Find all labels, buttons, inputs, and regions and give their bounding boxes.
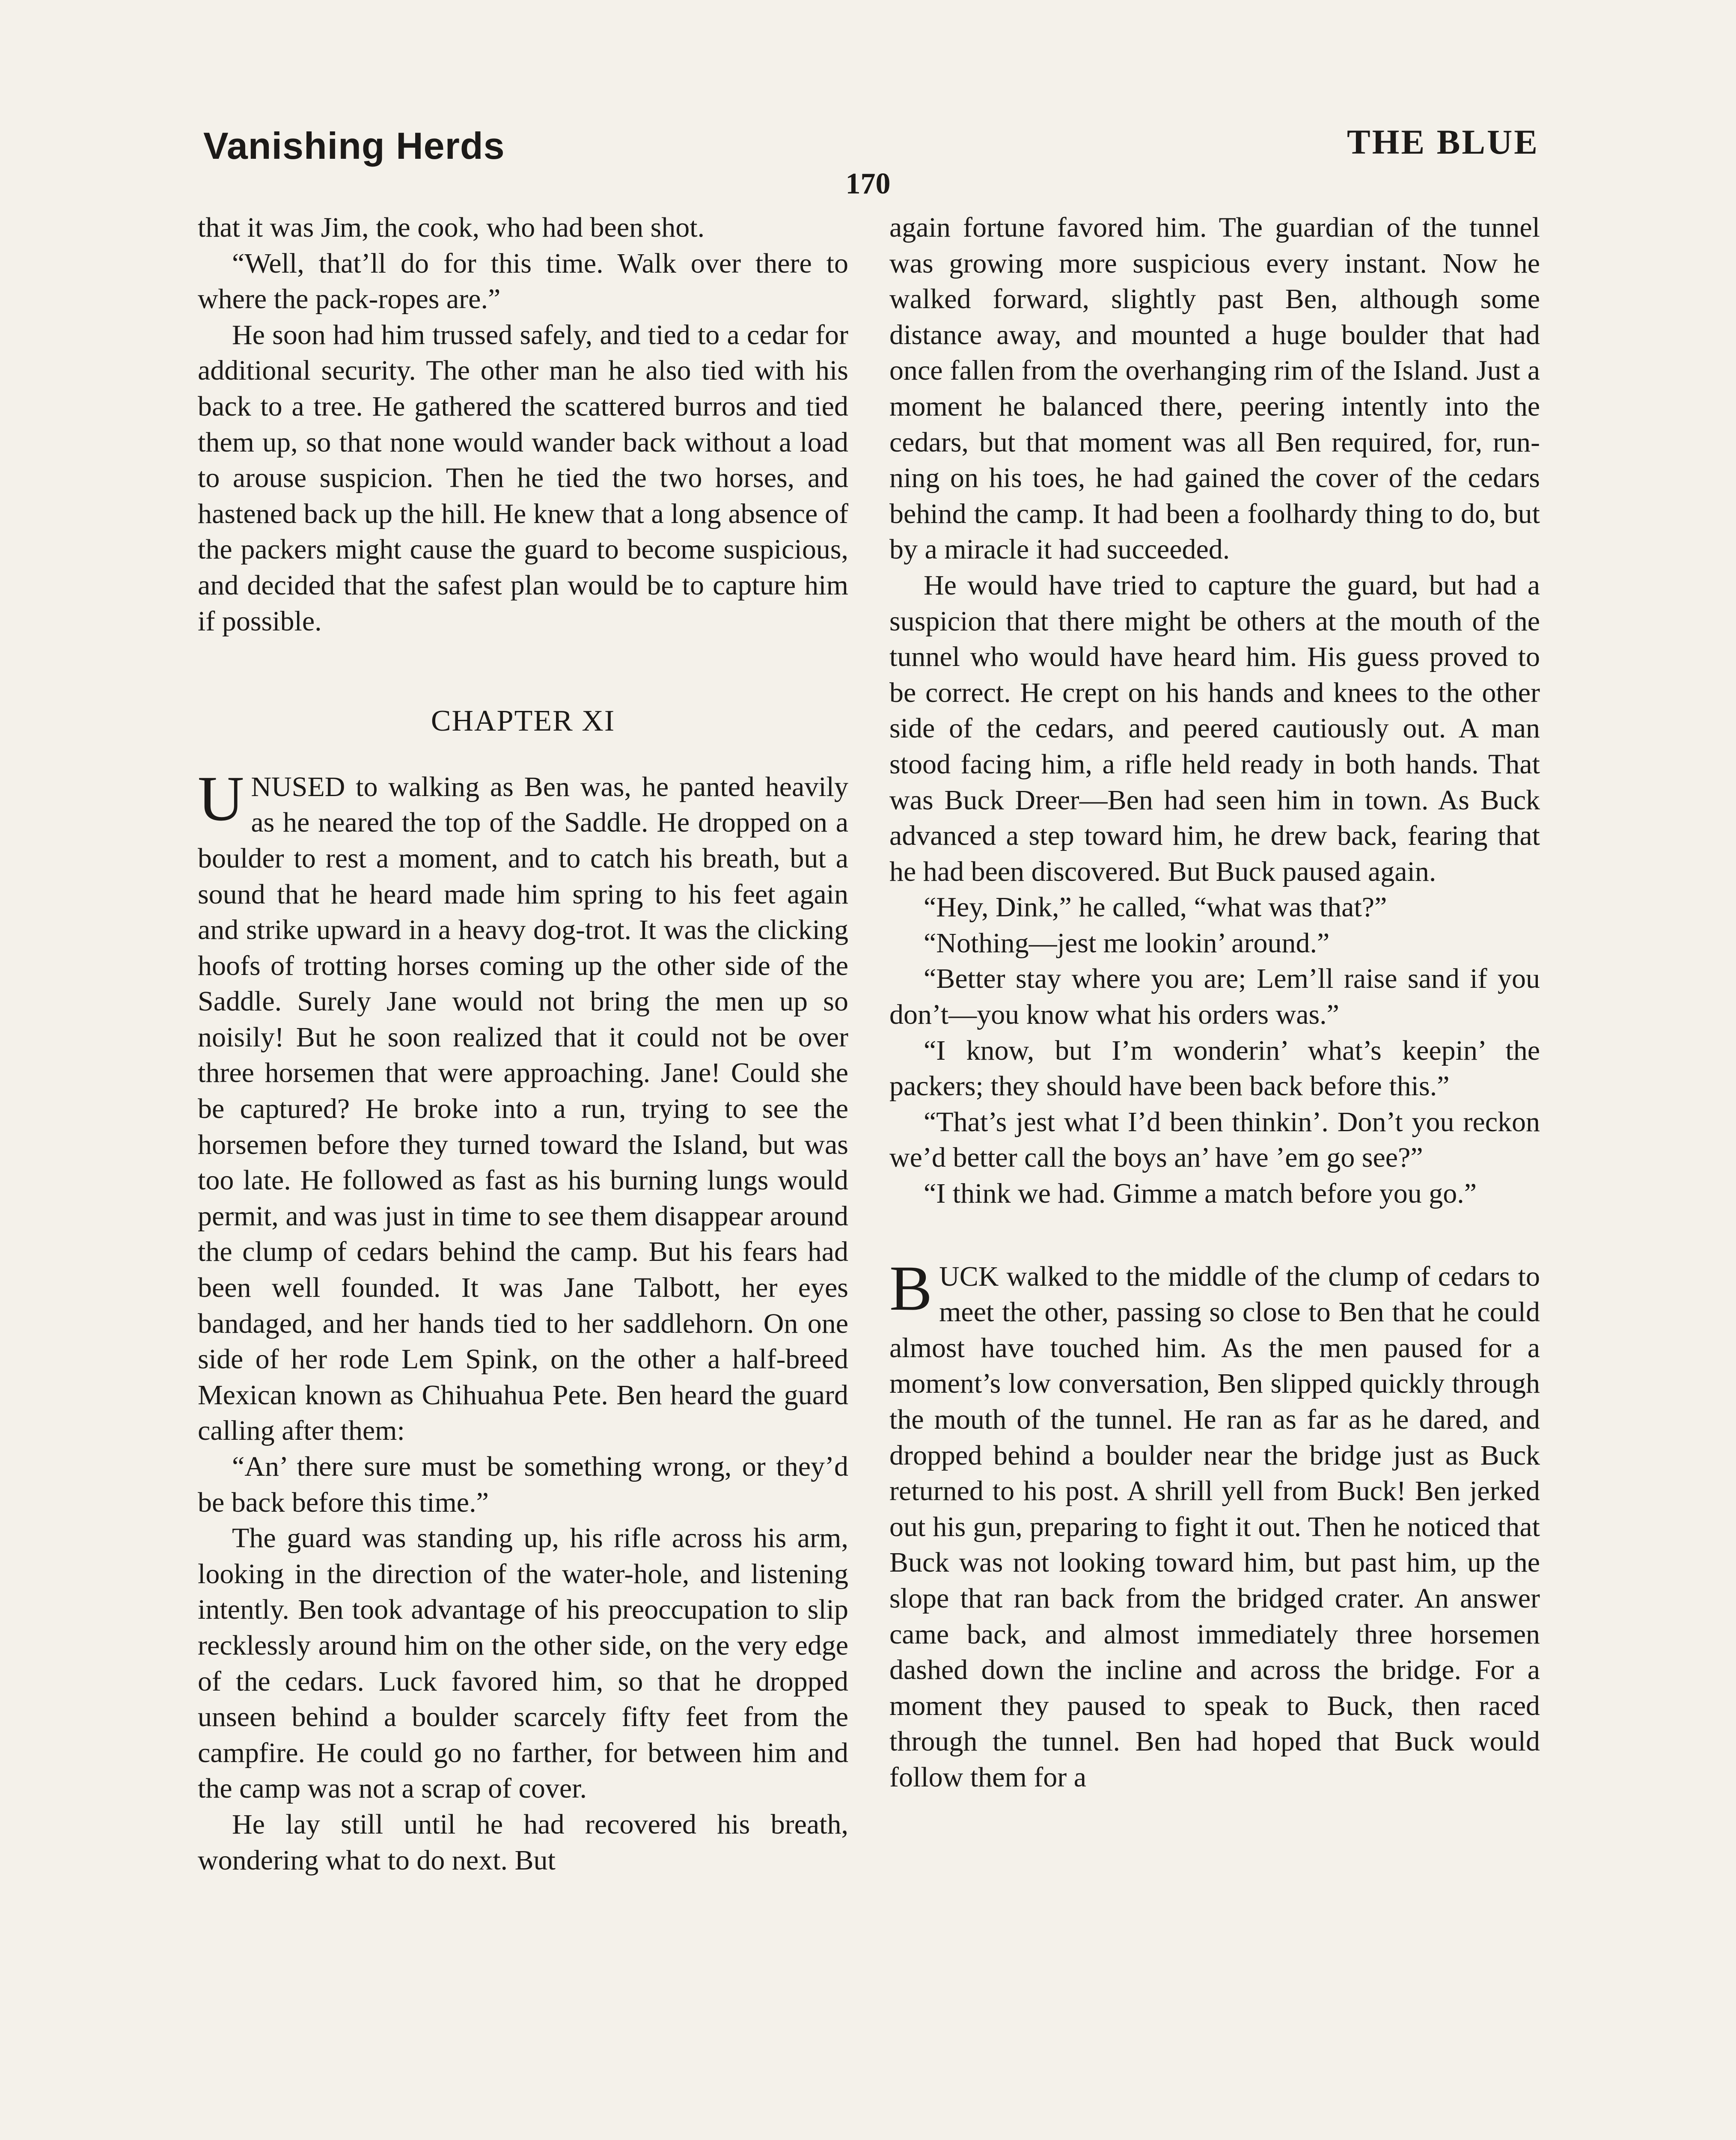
- paragraph: “That’s jest what I’d been thinkin’. Don’t you reckon we’d better call the boys an’ have ’em go see?”: [889, 1106, 1540, 1174]
- drop-cap-paragraph: [198, 763, 848, 1449]
- paragraph: The guard was standing up, his rifle across his arm, looking in the direction of the water-hole, and listening intently. Ben took advantage of his preoccupation to slip recklessly around him on the other side, on the very edge of the cedars. Luck favored him, so that he dropped unseen behind a boulder scarcely fifty feet from the campfire. He could go no farther, for between him and the camp was not a scrap of cover.: [198, 1522, 848, 1804]
- page-number: 170: [845, 167, 891, 200]
- paragraph-text: NUSED to walking as Ben was, he panted heavily as he neared the top of the Saddle. He dropped on a boulder to rest a moment, and to catch his breath, but a sound that he heard made him spring to his feet again and strike upward in a heavy dog-trot. It was the clicking hoofs of trotting horses coming up the other side of the Saddle. Surely Jane would not bring the men up so noisily! But he soon realized that it could not be over three horsemen that were approaching. Jane! Could she be captured? He broke into a run, trying to see the horsemen before they turned toward the Island, but was too late. He followed as fast as his burning lungs would permit, and was just in time to see them disappear around the clump of cedars behind the camp. But his fears had been well founded. It was Jane Talbott, her eyes bandaged, and her hands tied to her saddlehorn. On one side of her rode Lem Spink, on the other a half-breed Mexican known as Chihuahua Pete. Ben heard the guard calling after them:: [198, 771, 848, 1447]
- paragraph: “Hey, Dink,” he called, “what was that?”: [924, 892, 1387, 923]
- left-column: [198, 210, 848, 1878]
- paragraph: “Well, that’ll do for this time. Walk over there to where the pack-ropes are.”: [198, 247, 848, 315]
- paragraph: that it was Jim, the cook, who had been shot.: [198, 212, 705, 243]
- chapter-heading: CHAPTER XI: [431, 704, 615, 738]
- paragraph: “Better stay where you are; Lem’ll raise sand if you don’t—you know what his orders was.”: [889, 963, 1540, 1031]
- running-title: Vanishing Herds: [203, 125, 505, 167]
- paragraph: “I think we had. Gimme a match before you go.”: [924, 1178, 1477, 1210]
- paragraph: “I know, but I’m wonderin’ what’s keepin’ the packers; they should have been back before this.”: [889, 1034, 1540, 1102]
- paragraph: again fortune favored him. The guardian of the tunnel was growing more suspicious every instant. Now he walked forward, slightly past Ben, although some distance away, and mounted a huge boulder that had once fallen from the overhanging rim of the Island. Just a moment he balanced there, peering intently into the cedars, but that moment was all Ben required, for, running on his toes, he had gained the cover of the cedars behind the camp. It had been a foolhardy thing to do, but by a miracle it had succeeded.: [889, 212, 1540, 565]
- paragraph: “An’ there sure must be something wrong, or they’d be back before this time.”: [198, 1451, 848, 1518]
- paragraph: He lay still until he had recovered his breath, wondering what to do next. But: [198, 1808, 848, 1876]
- right-column: [889, 210, 1540, 1795]
- section-break: [889, 1212, 1540, 1259]
- paragraph: He soon had him trussed safely, and tied to a cedar for additional security. The other man he also tied with his back to a tree. He gathered the scattered burros and tied them up, so that none would wander back without a load to arouse suspicion. Then he tied the two horses, and hastened back up the hill. He knew that a long absence of the packers might cause the guard to become suspicious, and decided that the safest plan would be to capture him if possible.: [198, 319, 848, 637]
- magazine-title: THE BLUE: [1347, 122, 1539, 161]
- paragraph: “Nothing—jest me lookin’ around.”: [924, 927, 1330, 959]
- drop-cap-paragraph: [889, 1252, 1540, 1795]
- drop-cap: B: [889, 1252, 933, 1324]
- paragraph: He would have tried to capture the guard, but had a suspicion that there might be others at the mouth of the tunnel who would have heard him. His guess proved to be correct. He crept on his hands and knees to the other side of the cedars, and peered cautiously out. A man stood facing him, a rifle held ready in both hands. That was Buck Dreer—Ben had seen him in town. As Buck advanced a step toward him, he drew back, fearing that he had been discovered. But Buck paused again.: [889, 569, 1540, 887]
- paragraph-text: UCK walked to the middle of the clump of cedars to meet the other, passing so close to Ben that he could almost have touched him. As the men paused for a moment’s low conversation, Ben slipped quickly through the mouth of the tunnel. He ran as far as he dared, and dropped behind a boulder near the bridge just as Buck returned to his post. A shrill yell from Buck! Ben jerked out his gun, preparing to fight it out. Then he noticed that Buck was not looking toward him, but past him, up the slope that ran back from the bridged crater. An answer came back, and almost immediately three horsemen dashed down the incline and across the bridge. For a moment they paused to speak to Buck, then raced through the tunnel. Ben had hoped that Buck would follow them for a: [889, 1260, 1540, 1793]
- drop-cap: U: [198, 763, 244, 834]
